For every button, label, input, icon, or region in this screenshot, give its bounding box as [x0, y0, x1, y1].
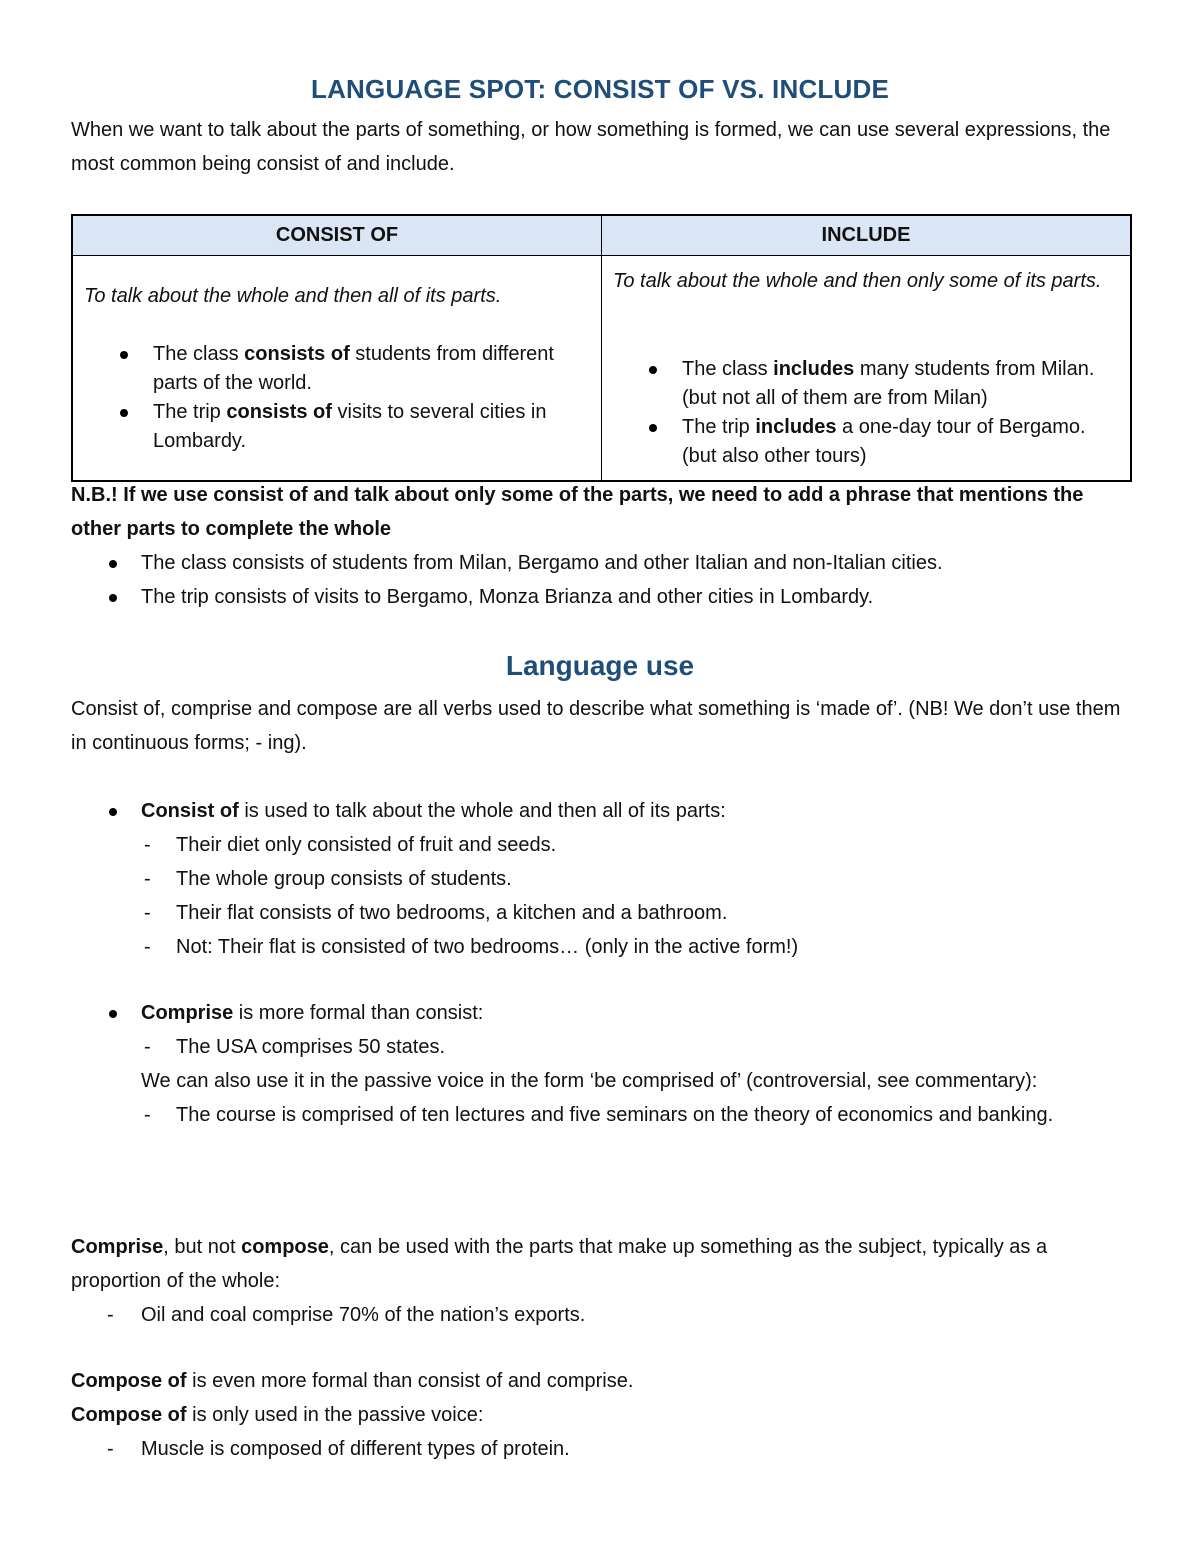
header-include: INCLUDE	[602, 215, 1132, 256]
language-use-intro: Consist of, comprise and compose are all verbs used to describe what something is ‘made of’. (NB! We don’t use them in continuous forms; - ing).	[71, 698, 1121, 754]
list-item: The trip consists of visits to Bergamo, Monza Brianza and other cities in Lombardy.	[71, 580, 1131, 614]
comprise-subject-text: Comprise, but not compose, can be used with the parts that make up something as the subject, typically as a proportion of the whole:	[71, 1236, 1048, 1292]
nb-examples	[71, 546, 1131, 614]
list-item: - Their diet only consisted of fruit and seeds.	[71, 828, 1131, 862]
include-examples	[602, 355, 1118, 471]
list-item: - Muscle is composed of different types of protein.	[71, 1432, 1131, 1466]
include-cell	[602, 256, 1132, 482]
comprise-subject-examples	[71, 1298, 1131, 1332]
passive-note: We can also use it in the passive voice in the form ‘be comprised of’ (controversial, see commentary):	[141, 1070, 1038, 1092]
comprise-block	[71, 996, 1131, 1132]
list-item: - The whole group consists of students.	[71, 862, 1131, 896]
section-heading: Language use	[505, 650, 695, 681]
list-item: The class consists of students from different parts of the world.	[73, 340, 589, 398]
compose-line-1: Compose of is even more formal than consist of and comprise.	[71, 1370, 634, 1392]
list-item: - Oil and coal comprise 70% of the nation’s exports.	[71, 1298, 1131, 1332]
comprise-examples	[71, 1030, 1131, 1064]
comprise-bullet: Comprise is more formal than consist:	[71, 996, 1131, 1030]
include-definition: To talk about the whole and then only some of its parts.	[613, 270, 1102, 292]
list-item: The class includes many students from Milan. (but not all of them are from Milan)	[602, 355, 1118, 413]
nb-note: N.B.! If we use consist of and talk about only some of the parts, we need to add a phrase that mentions the other parts to complete the whole	[71, 484, 1084, 540]
list-item: The trip includes a one-day tour of Bergamo. (but also other tours)	[602, 413, 1118, 471]
list-item: The class consists of students from Milan, Bergamo and other Italian and non-Italian cities.	[71, 546, 1131, 580]
consist-definition: To talk about the whole and then all of its parts.	[84, 285, 502, 307]
list-item: - The course is comprised of ten lectures and five seminars on the theory of economics and banking.	[71, 1098, 1131, 1132]
consist-examples	[73, 340, 589, 456]
list-item: - Not: Their flat is consisted of two bedrooms… (only in the active form!)	[71, 930, 1131, 964]
list-item: - The USA comprises 50 states.	[71, 1030, 1131, 1064]
compose-block	[71, 1364, 1131, 1466]
intro-paragraph: When we want to talk about the parts of something, or how something is formed, we can use several expressions, the most common being consist of and include.	[71, 119, 1111, 175]
consist-of-examples	[71, 828, 1131, 964]
compose-examples	[71, 1432, 1131, 1466]
page-title: LANGUAGE SPOT: CONSIST OF VS. INCLUDE	[311, 74, 889, 104]
consist-of-cell	[72, 256, 602, 482]
compose-line-2: Compose of is only used in the passive voice:	[71, 1404, 484, 1426]
consist-of-bullet: Consist of is used to talk about the whole and then all of its parts:	[71, 794, 1131, 828]
consist-of-block	[71, 794, 1131, 964]
list-item: The trip consists of visits to several cities in Lombardy.	[73, 398, 589, 456]
list-item: - Their flat consists of two bedrooms, a kitchen and a bathroom.	[71, 896, 1131, 930]
comprise-passive-examples	[71, 1098, 1131, 1132]
comparison-table	[71, 214, 1132, 482]
comprise-subject-block	[71, 1230, 1131, 1332]
header-consist-of: CONSIST OF	[72, 215, 602, 256]
